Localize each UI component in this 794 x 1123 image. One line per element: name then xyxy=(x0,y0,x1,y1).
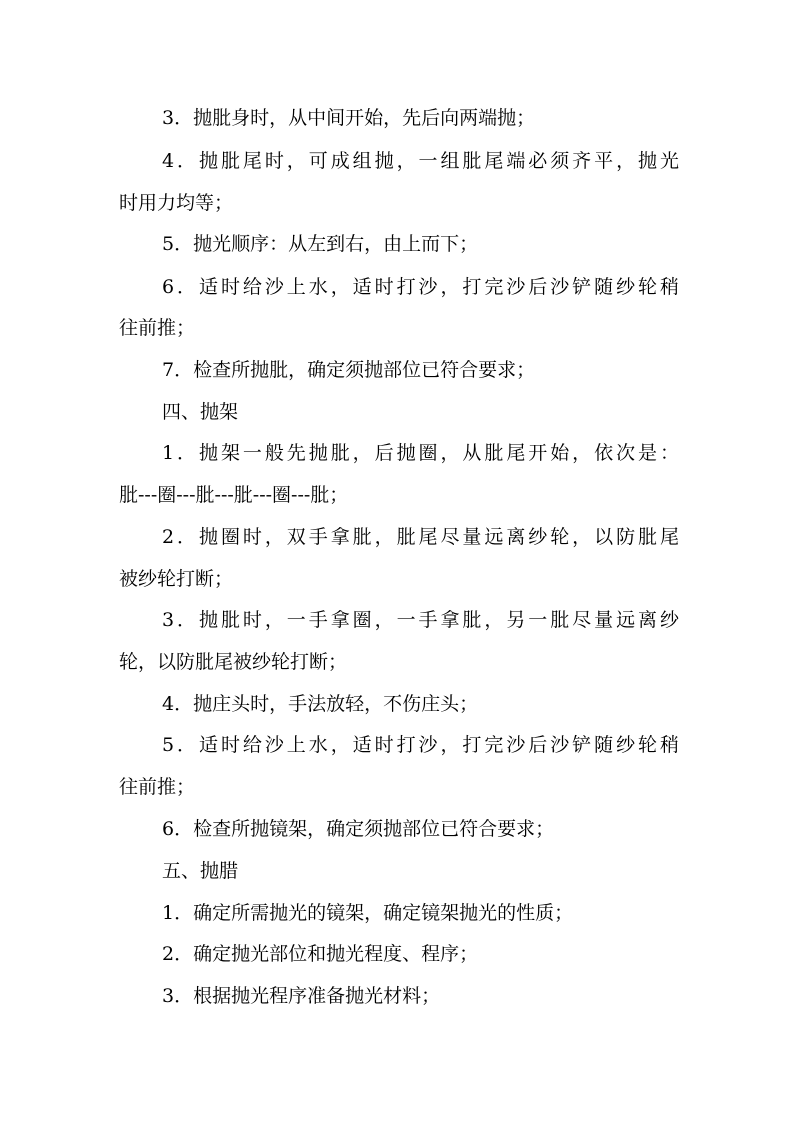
section-heading: 五、抛腊 xyxy=(162,860,239,882)
paragraph-line: 3．根据抛光程序准备抛光材料； xyxy=(162,985,441,1007)
paragraph-line: 5．适时给沙上水，适时打沙，打完沙后沙铲随纱轮稍 xyxy=(162,734,679,756)
paragraph-line: 7．检查所抛肶，确定须抛部位已符合要求； xyxy=(162,359,536,381)
paragraph-line: 肶---圈---肶---肶---圈---肶； xyxy=(119,484,349,506)
paragraph-line: 2．确定抛光部位和抛光程度、程序； xyxy=(162,943,479,965)
paragraph-line: 1．确定所需抛光的镜架，确定镜架抛光的性质； xyxy=(162,902,574,924)
paragraph-line: 1．抛架一般先抛肶，后抛圈，从肶尾开始，依次是： xyxy=(162,442,679,464)
paragraph-line: 时用力均等； xyxy=(119,192,234,214)
paragraph-line: 4．抛庄头时，手法放轻，不伤庄头； xyxy=(162,693,479,715)
paragraph-line: 被纱轮打断； xyxy=(119,568,234,590)
paragraph-line: 6．适时给沙上水，适时打沙，打完沙后沙铲随纱轮稍 xyxy=(162,276,679,298)
paragraph-line: 往前推； xyxy=(119,317,196,339)
paragraph-line: 轮，以防肶尾被纱轮打断； xyxy=(119,651,348,673)
paragraph-line: 5．抛光顺序：从左到右，由上而下； xyxy=(162,233,479,255)
section-heading: 四、抛架 xyxy=(162,401,239,423)
paragraph-line: 3．抛肶身时，从中间开始，先后向两端抛； xyxy=(162,107,536,129)
paragraph-line: 往前推； xyxy=(119,776,196,798)
paragraph-line: 2．抛圈时，双手拿肶，肶尾尽量远离纱轮，以防肶尾 xyxy=(162,526,679,548)
paragraph-line: 4．抛肶尾时，可成组抛，一组肶尾端必须齐平，抛光 xyxy=(162,150,679,172)
paragraph-line: 3．抛肶时，一手拿圈，一手拿肶，另一肶尽量远离纱 xyxy=(162,609,679,631)
paragraph-line: 6．检查所抛镜架，确定须抛部位已符合要求； xyxy=(162,818,555,840)
